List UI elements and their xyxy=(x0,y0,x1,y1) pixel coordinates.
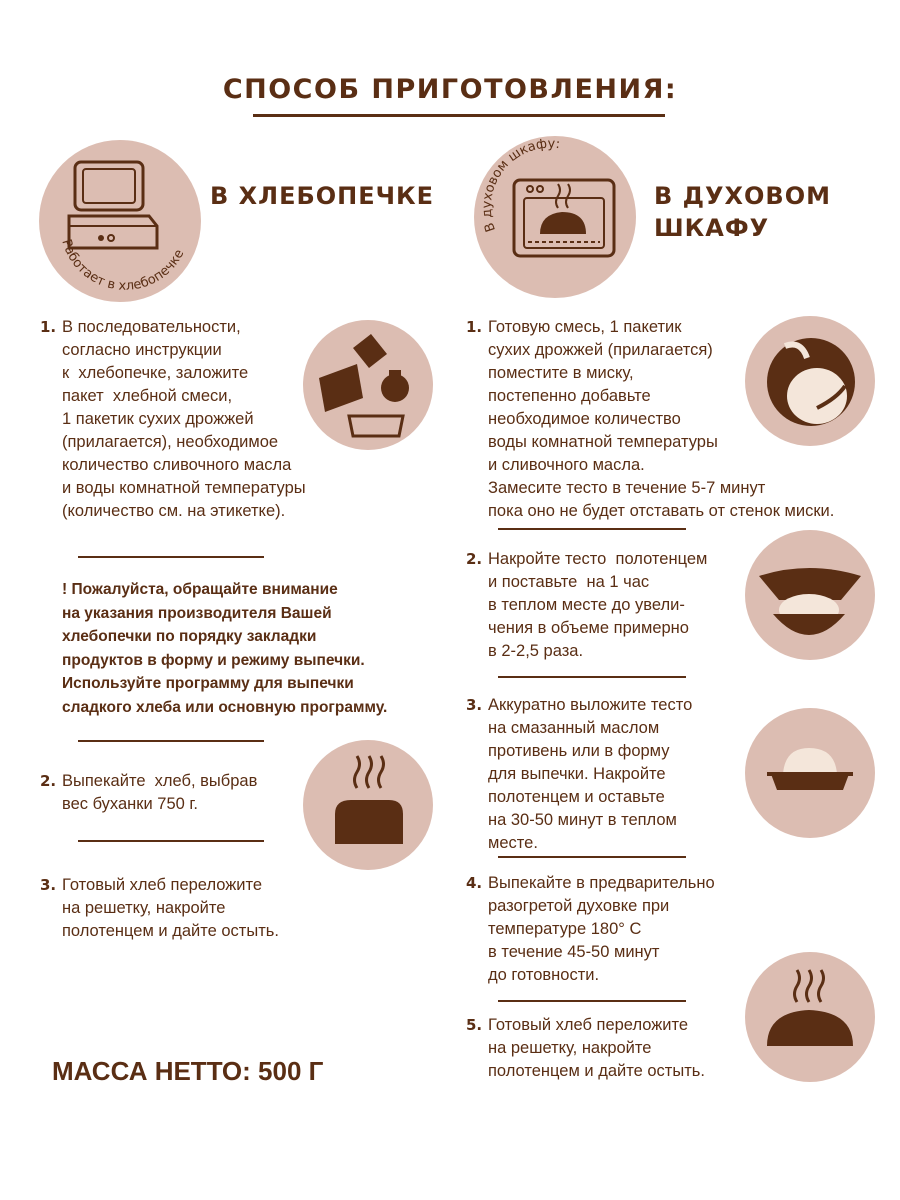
step-text: Выпекайте в предварительно разогретой духовке при температуре 180° С в течение 45-50 минут до готовности. xyxy=(488,874,715,984)
step-number: 3. xyxy=(466,696,483,714)
kneading-dough-icon xyxy=(745,316,875,446)
ingredients-icon xyxy=(303,320,433,450)
step-number: 3. xyxy=(40,876,57,894)
steaming-round-bread-icon xyxy=(745,952,875,1082)
step-text: Готовую смесь, 1 пакетик сухих дрожжей (прилагается) поместите в миску, постепенно добавьте необходимое количество воды комнатной температуры и сливочного масла. Замесите тесто в течение 5-7 минут пока оно не будет отставать от стенок миски. xyxy=(488,318,835,520)
step-number: 4. xyxy=(466,874,483,892)
step-text: Аккуратно выложите тесто на смазанный маслом противень или в форму для выпечки. Накройте полотенцем и оставьте на 30-50 минут в теплом месте. xyxy=(488,696,693,852)
step-text: Готовый хлеб переложите на решетку, накройте полотенцем и дайте остыть. xyxy=(488,1016,705,1080)
bread-machine-badge xyxy=(39,140,201,302)
bread-machine-icon xyxy=(39,140,201,302)
kneading-circle xyxy=(745,316,875,446)
divider xyxy=(498,856,686,858)
oven-step-4 xyxy=(466,872,766,987)
baking-tray-circle xyxy=(745,708,875,838)
oven-icon xyxy=(474,136,636,298)
page-title: СПОСОБ ПРИГОТОВЛЕНИЯ: xyxy=(222,74,678,105)
oven-badge xyxy=(474,136,636,298)
step-number: 2. xyxy=(466,550,483,568)
divider xyxy=(78,556,264,558)
step-text: Выпекайте хлеб, выбрав вес буханки 750 г. xyxy=(62,772,258,813)
title-underline xyxy=(253,114,665,117)
step-number: 1. xyxy=(40,318,57,336)
divider xyxy=(78,740,264,742)
bread-machine-note: ! Пожалуйста, обращайте внимание на указания производителя Вашей хлебопечки по порядку закладки продуктов в форму и режиму выпечки. Используйте программу для выпечки сладкого хлеба или основную программу. xyxy=(62,581,388,716)
bread-round-circle xyxy=(745,952,875,1082)
svg-text:Работает в хлебопечке xyxy=(58,238,187,294)
bread-machine-heading: В ХЛЕБОПЕЧКЕ xyxy=(210,182,435,210)
covered-bowl-circle xyxy=(745,530,875,660)
bread-loaf-circle xyxy=(303,740,433,870)
step-text: В последовательности, согласно инструкции к хлебопечке, заложите пакет хлебной смеси, 1 пакетик сухих дрожжей (прилагается), необходимое количество сливочного масла и воды комнатной температуры (количество см. на этикетке). xyxy=(62,318,306,520)
divider xyxy=(78,840,264,842)
net-weight: МАССА НЕТТО: 500 Г xyxy=(52,1056,324,1086)
divider xyxy=(498,528,686,530)
dough-on-tray-icon xyxy=(745,708,875,838)
step-text: Готовый хлеб переложите на решетку, накройте полотенцем и дайте остыть. xyxy=(62,876,279,940)
steaming-bread-icon xyxy=(303,740,433,870)
oven-badge-text: В духовом шкафу: xyxy=(479,136,561,234)
step-text: Накройте тесто полотенцем и поставьте на 1 час в теплом месте до увели- чения в объеме примерно в 2-2,5 раза. xyxy=(488,550,708,660)
bread-machine-step-2 xyxy=(40,770,300,816)
step-number: 1. xyxy=(466,318,483,336)
oven-step-5 xyxy=(466,1014,766,1083)
bread-machine-step-3 xyxy=(40,874,340,943)
step-number: 5. xyxy=(466,1016,483,1034)
step-number: 2. xyxy=(40,772,57,790)
covered-bowl-icon xyxy=(745,530,875,660)
divider xyxy=(498,676,686,678)
oven-step-3 xyxy=(466,694,766,855)
ingredients-circle xyxy=(303,320,433,450)
divider xyxy=(498,1000,686,1002)
oven-step-2 xyxy=(466,548,766,663)
bread-machine-step-1 xyxy=(40,316,340,523)
bread-machine-badge-text: Работает в хлебопечке xyxy=(58,237,188,294)
oven-heading: В ДУХОВОМ ШКАФУ xyxy=(654,182,832,242)
